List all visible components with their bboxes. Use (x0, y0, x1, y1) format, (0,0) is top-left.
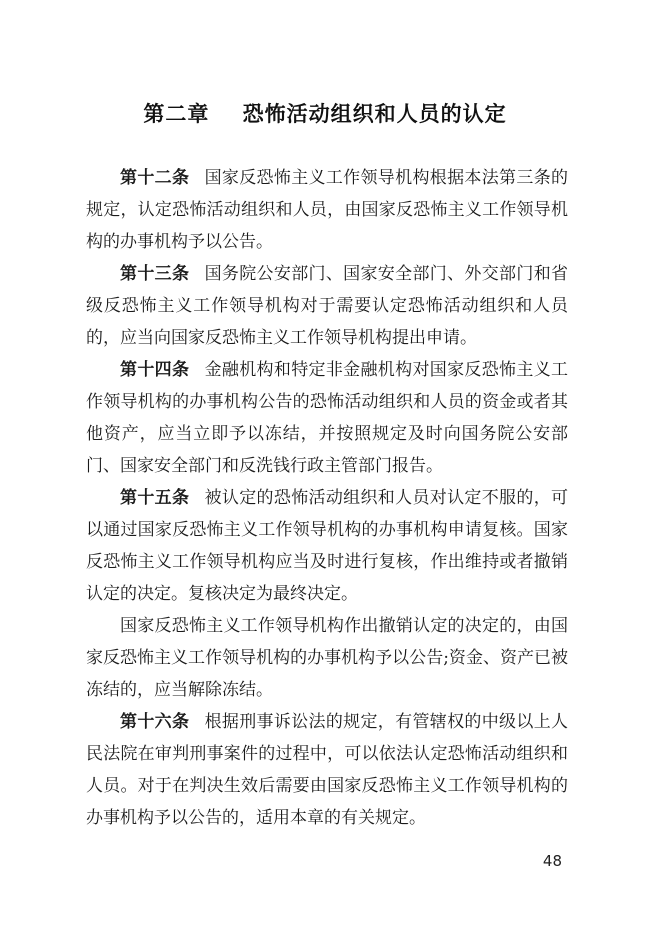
article-text: 金融机构和特定非金融机构对国家反恐怖主义工作领导机构的办事机构公告的恐怖活动组织和人员的资金或者其他资产，应当立即予以冻结，并按照规定及时向国务院公安部门、国家安全部门和反洗钱行政主管部门报告。 (86, 360, 569, 476)
article-heading: 第十四条 (120, 360, 190, 380)
article-heading: 第十三条 (120, 264, 190, 284)
article-text: 被认定的恐怖活动组织和人员对认定不服的，可以通过国家反恐怖主义工作领导机构的办事机构申请复核。国家反恐怖主义工作领导机构应当及时进行复核，作出维持或者撤销认定的决定。复核决定为最终决定。 (86, 488, 569, 604)
article-16 (86, 706, 568, 834)
article-text: 国家反恐怖主义工作领导机构作出撤销认定的决定的，由国家反恐怖主义工作领导机构的办事机构予以公告;资金、资产已被冻结的，应当解除冻结。 (86, 616, 568, 700)
article-heading: 第十六条 (120, 712, 190, 732)
article-13 (86, 258, 568, 354)
article-heading: 第十五条 (120, 488, 190, 508)
chapter-body (86, 162, 568, 834)
article-text: 国家反恐怖主义工作领导机构根据本法第三条的规定，认定恐怖活动组织和人员，由国家反恐怖主义工作领导机构的办事机构予以公告。 (86, 168, 569, 252)
article-heading: 第十二条 (120, 168, 190, 188)
chapter-title: 第二章 恐怖活动组织和人员的认定 (143, 102, 507, 126)
article-15 (86, 482, 568, 610)
article-15-paragraph-2 (86, 610, 568, 706)
article-text: 国务院公安部门、国家安全部门、外交部门和省级反恐怖主义工作领导机构对于需要认定恐怖活动组织和人员的，应当向国家反恐怖主义工作领导机构提出申请。 (86, 264, 569, 348)
article-text: 根据刑事诉讼法的规定，有管辖权的中级以上人民法院在审判刑事案件的过程中，可以依法认定恐怖活动组织和人员。对于在判决生效后需要由国家反恐怖主义工作领导机构的办事机构予以公告的，适用本章的有关规定。 (86, 712, 569, 828)
page-number: 48 (542, 852, 562, 870)
article-12 (86, 162, 568, 258)
article-14 (86, 354, 568, 482)
